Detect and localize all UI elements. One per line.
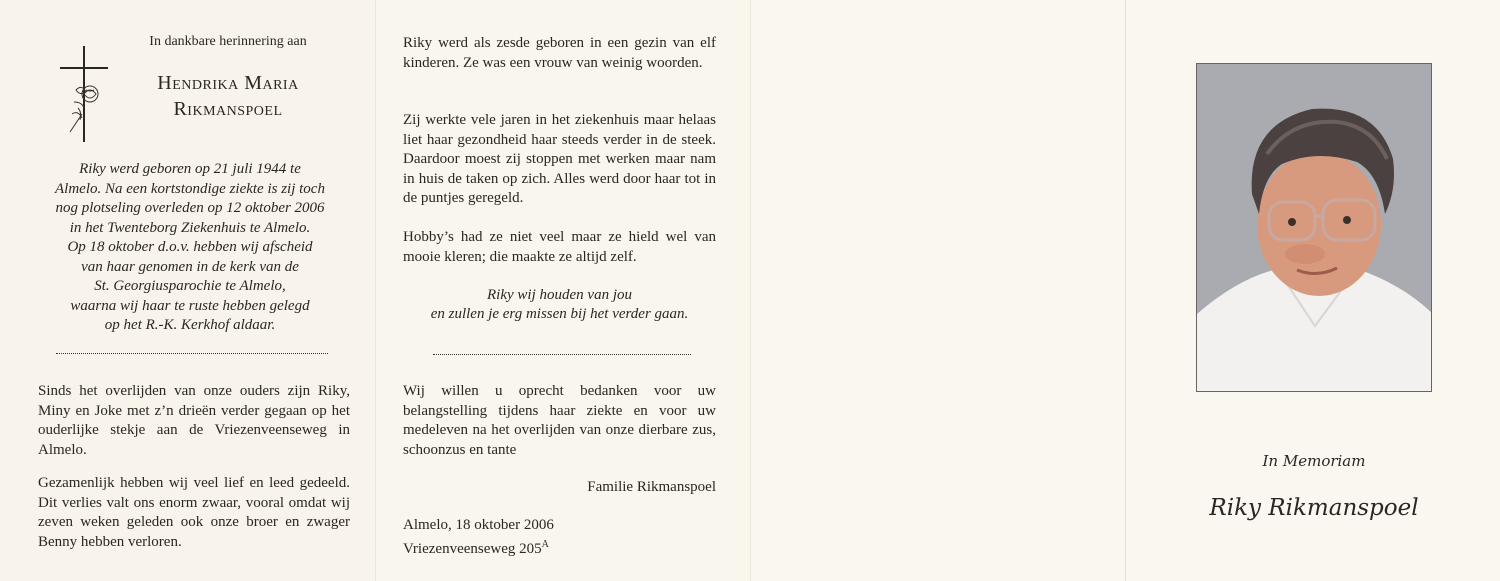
intro-text: In dankbare herinnering aan bbox=[149, 34, 307, 49]
bio-line: nog plotseling overleden op 12 oktober 2006 bbox=[55, 200, 325, 216]
place-date: Almelo, 18 oktober 2006 bbox=[403, 517, 554, 533]
portrait-photo bbox=[1196, 63, 1432, 392]
divider bbox=[433, 354, 691, 355]
bio-line: Almelo. Na een kortstondige ziekte is zij toch bbox=[55, 180, 325, 197]
address-street: Vriezenveenseweg 205 bbox=[403, 541, 542, 557]
family-signature: Familie Rikmanspoel bbox=[587, 479, 716, 495]
panel-middle bbox=[375, 0, 750, 581]
paragraph-thanks: Wij willen u oprecht bedanken voor uw belangstelling tijdens haar ziekte en voor uw medeleven na het overlijden van onze dierbare zus, schoonzus en tante bbox=[403, 383, 716, 458]
bio-line: op het R.-K. Kerkhof aldaar. bbox=[104, 317, 276, 333]
in-memoriam-title: In Memoriam bbox=[1262, 452, 1366, 470]
deceased-name-line1: Hendrika Maria bbox=[157, 72, 299, 94]
bio-line: waarna wij haar te ruste hebben gelegd bbox=[70, 297, 310, 314]
bio-line: van haar genomen in de kerk van de bbox=[81, 258, 299, 275]
address-suffix: A bbox=[541, 539, 549, 550]
panel-left bbox=[0, 0, 375, 581]
bio-line: St. Georgiusparochie te Almelo, bbox=[94, 278, 286, 294]
bio-line: Op 18 oktober d.o.v. hebben wij afscheid bbox=[67, 239, 313, 255]
cover-name: Riky Rikmanspoel bbox=[1209, 495, 1419, 521]
portrait-image bbox=[1197, 64, 1432, 392]
address bbox=[403, 535, 716, 560]
paragraph-family: Riky werd als zesde geboren in een gezin van elf kinderen. Ze was een vrouw van weinig woorden. bbox=[403, 35, 716, 71]
bio-line: in het Twenteborg Ziekenhuis te Almelo. bbox=[69, 219, 311, 236]
verse-line-1: Riky wij houden van jou bbox=[487, 287, 632, 303]
paragraph-loss: Gezamenlijk hebben wij veel lief en leed gedeeld. Dit verlies valt ons enorm zwaar, vooral omdat wij zeven weken geleden ook onze broer en zwager Benny hebben verloren. bbox=[38, 475, 350, 550]
biography bbox=[30, 160, 350, 336]
paragraph-hobby: Hobby’s had ze niet veel maar ze hield wel van mooie kleren; die maakte ze altijd zelf. bbox=[403, 229, 716, 265]
deceased-name-line2: Rikmanspoel bbox=[173, 98, 283, 120]
paragraph-work: Zij werkte vele jaren in het ziekenhuis maar helaas liet haar gezondheid haar steeds verder in de steek. Daardoor moest zij stoppen met werken maar nam in huis de taken op zich. Alles werd door haar tot in de puntjes geregeld. bbox=[403, 112, 716, 206]
panel-blank bbox=[750, 0, 1125, 581]
verse-line-2: en zullen je erg missen bij het verder gaan. bbox=[430, 306, 689, 322]
paragraph-parents: Sinds het overlijden van onze ouders zijn Riky, Miny en Joke met z’n drieën verder gegaan op het ouderlijke stekje aan de Vriezenveenseweg in Almelo. bbox=[38, 383, 350, 458]
cross-with-rose-icon bbox=[56, 44, 112, 144]
bio-line: Riky werd geboren op 21 juli 1944 te bbox=[79, 161, 301, 177]
divider bbox=[56, 353, 328, 354]
